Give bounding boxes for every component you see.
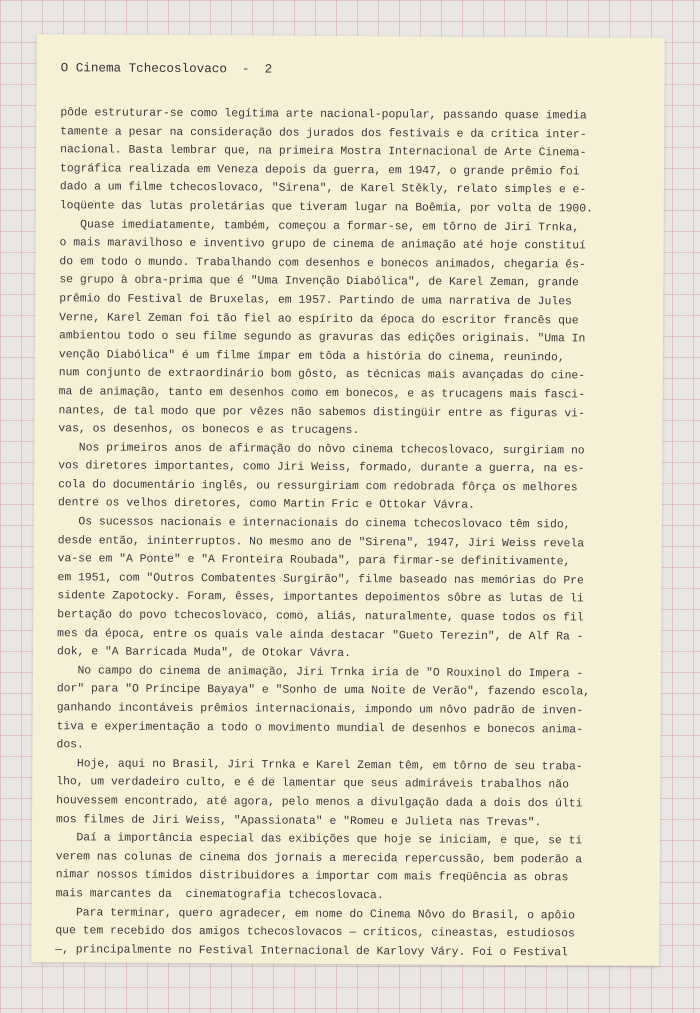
text-line: ganhando incontáveis prêmios internacionais, impondo um nôvo padrão de inven- [56, 702, 584, 718]
text-line: ma de animação, tanto em desenhos como em bonecos, e as trucagens mais fasci- [58, 386, 586, 402]
text-line: cola do documentário inglês, ou ressurgiriam com redobrada fôrça os melhores [58, 479, 578, 495]
text-line: dos. [56, 739, 84, 752]
text-line: lho, um verdadeiro culto, e é de lamentar que seus admiráveis trabalhos não [56, 776, 569, 792]
text-line: que tem recebido dos amigos tchecoslovacos — críticos, cineastas, estudiosos [55, 925, 575, 941]
text-line: venção Diabólica" é um filme ímpar em tôda a história do cinema, reunindo, [58, 348, 565, 365]
text-line: mais marcantes da cinematografia tchecoslovaca. [55, 888, 384, 903]
text-line: dado a um filme tchecoslovaco, "Sirena", de Karel Stěkly, relato simples e e- [59, 181, 587, 197]
text-line: tográfica realizada em Veneza depois da guerra, em 1947, o grande prêmio foi [59, 163, 580, 179]
text-line: va-se em "A Ponte" e "A Fronteira Roubada", para firmar-se definitivamente, [57, 553, 571, 569]
text-line: se grupo à obra-prima que é "Uma Invenção Diabólica", de Karel Zeman, grande [59, 274, 579, 290]
text-line: num conjunto de extraordinário bom gôsto, as técnicas mais avançadas do cine- [58, 367, 586, 383]
text-line: Hoje, aqui no Brasil, Jiri Trnka e Karel Zeman têm, em tôrno de seu traba- [56, 758, 583, 774]
text-line: Os sucessos nacionais e internacionais do cinema tchecoslovaco têm sido, [57, 516, 571, 532]
text-line: sidente Zapotocky. Foram, êsses, importantes depoimentos sôbre as lutas de li [57, 590, 584, 606]
text-line: dentre os velhos diretores, como Martin Fric e Ottokar Vávra. [57, 497, 475, 513]
text-line: No campo do cinema de animação, Jiri Trnka iria de "O Rouxinol do Impera - [56, 665, 584, 681]
text-line: dor" para "O Príncipe Bayaya" e "Sonho de uma Noite de Verão", fazendo escola, [56, 683, 591, 699]
text-line: —, principalmente no Festival Internacional de Karlovy Váry. Foi o Festival [55, 943, 568, 960]
text-line: dok, e "A Barricada Muda", de Otokar Vávra. [57, 646, 352, 661]
text-line: verem nas colunas de cinema dos jornais a merecida repercussão, bem poderão a [55, 850, 583, 867]
text-line: bertação do povo tchecoslovaco, como, aliás, naturalmente, quase todos os fil [57, 609, 584, 625]
text-line: houvessem encontrado, até agora, pelo menos a divulgação dada a dois dos últi [56, 795, 583, 811]
text-line: ambientou todo o seu filme segundo as gravuras das edições originais. "Uma In [58, 330, 586, 346]
text-line: loqüente das lutas proletárias que tiveram lugar na Boêmia, por volta de 1900. [59, 200, 593, 216]
text-line: vas, os desenhos, os bonecos e as trucagens. [58, 423, 360, 438]
text-line: nantes, de tal modo que por vêzes não sabemos distingüir entre as figuras vi- [58, 404, 585, 420]
text-line: Quase imediatamente, também, começou a formar-se, em tôrno de Jiri Trnka, [59, 218, 580, 234]
text-line: nimar nossos tímidos distribuidores a importar com mais freqüência as obras [55, 869, 569, 885]
text-line: mes da época, entre os quais vale ainda destacar "Gueto Terezin", de Alf Ra - [57, 627, 584, 644]
text-line: do em todo o mundo. Trabalhando com desenhos e bonecos animados, chegaria ês- [59, 255, 586, 272]
page-header: O Cinema Tchecoslovaco - 2 [60, 61, 273, 77]
text-line: nacional. Basta lembrar que, na primeira Mostra Internacional de Arte Cinema- [60, 144, 587, 160]
text-line: o mais maravilhoso e inventivo grupo de cinema de animação até hoje constituí [59, 237, 586, 253]
typed-page [31, 34, 665, 966]
text-line: tamente a pesar na consideração dos jurados dos festivais e da crítica inter- [60, 125, 587, 142]
text-line: mos filmes de Jiri Weiss, "Apassionata" e "Romeu e Julieta nas Trevas". [56, 813, 542, 829]
text-line: desde então, ininterruptos. No mesmo ano de "Sirena", 1947, Jiri Weiss revela [57, 534, 585, 551]
text-line: prêmio do Festival de Bruxelas, em 1957. Partindo de uma narrativa de Jules [59, 293, 572, 309]
text-line: vos diretores importantes, como Jiri Weiss, formado, durante a guerra, na es- [58, 460, 585, 476]
text-line: Para terminar, quero agradecer, em nome do Cinema Nôvo do Brasil, o apôio [55, 906, 576, 922]
text-line: Daí a importância especial das exibições que hoje se iniciam, e que, se ti [55, 832, 583, 848]
text-line: Verne, Karel Zeman foi tão fiel ao espírito da época do escritor francês que [59, 311, 579, 327]
text-line: pôde estruturar-se como legítima arte nacional-popular, passando quase imedia [60, 107, 587, 123]
text-line: em 1951, com "Outros Combatentes Surgirão", filme baseado nas memórias do Pre [57, 572, 584, 588]
text-line: Nos primeiros anos de afirmação do nôvo cinema tchecoslovaco, surgiriam no [58, 441, 585, 458]
text-line: tiva e experimentação a todo o movimento mundial de desenhos e bonecos anima- [56, 720, 583, 737]
body-text [55, 104, 593, 963]
